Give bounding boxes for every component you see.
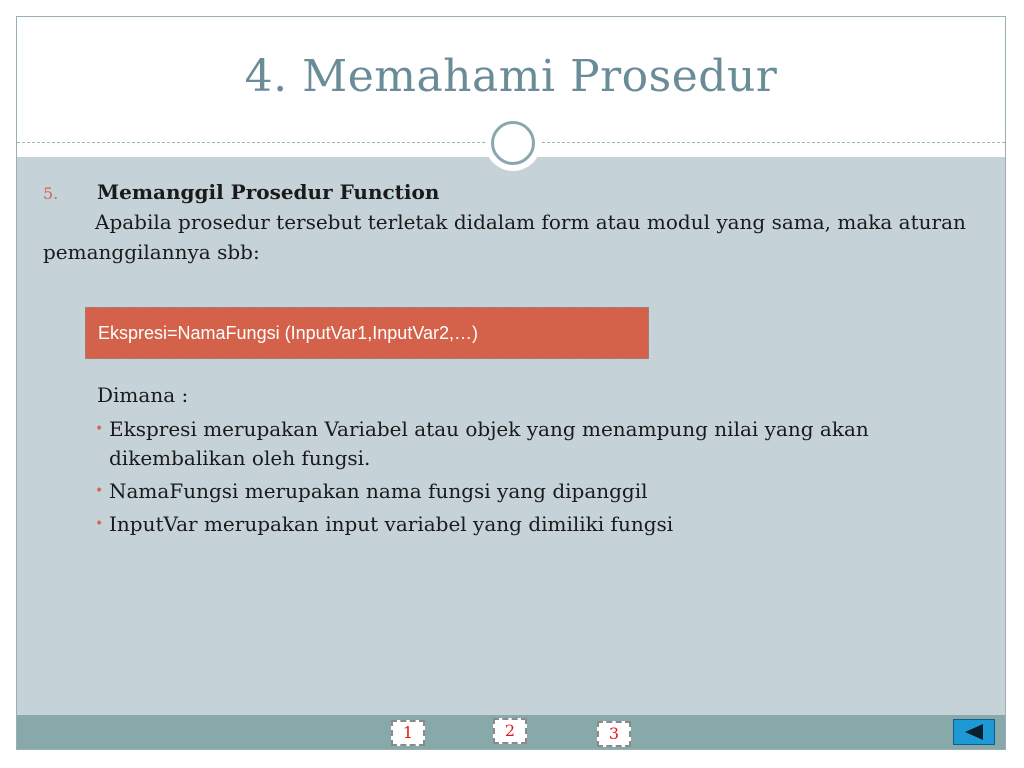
bullet-text: InputVar merupakan input variabel yang dimiliki fungsi <box>109 512 674 536</box>
bullet-text: Ekspresi merupakan Variabel atau objek yang menampung nilai yang akan dikembalikan oleh fungsi. <box>109 417 869 470</box>
list-item <box>95 510 895 539</box>
bullet-icon: • <box>95 483 104 499</box>
list-item <box>95 477 895 506</box>
page-button-1[interactable]: 1 <box>391 720 425 746</box>
bullet-text: NamaFungsi merupakan nama fungsi yang dipanggil <box>109 479 648 503</box>
footer-bar <box>17 715 1005 750</box>
list-item <box>95 415 895 473</box>
item-number: 5. <box>43 184 59 203</box>
dimana-label: Dimana : <box>97 383 189 407</box>
section-heading: Memanggil Prosedur Function <box>97 180 440 204</box>
bullet-icon: • <box>95 516 104 532</box>
numbered-heading <box>43 177 973 207</box>
slide-title: 4. Memahami Prosedur <box>244 51 778 102</box>
content-area <box>17 157 1005 715</box>
content-text <box>43 177 973 267</box>
page-button-3[interactable]: 3 <box>597 721 631 747</box>
bullet-icon: • <box>95 421 104 437</box>
circle-ornament-icon <box>485 115 541 171</box>
ring-icon <box>491 121 535 165</box>
description-paragraph: Apabila prosedur tersebut terletak didalam form atau modul yang sama, maka aturan pemanggilannya sbb: <box>43 210 966 264</box>
back-button[interactable] <box>953 719 995 745</box>
back-arrow-icon <box>961 722 987 742</box>
syntax-box: Ekspresi=NamaFungsi (InputVar1,InputVar2,…) <box>85 307 649 359</box>
bullet-list <box>95 415 895 543</box>
slide <box>16 16 1006 750</box>
page-button-2[interactable]: 2 <box>493 718 527 744</box>
